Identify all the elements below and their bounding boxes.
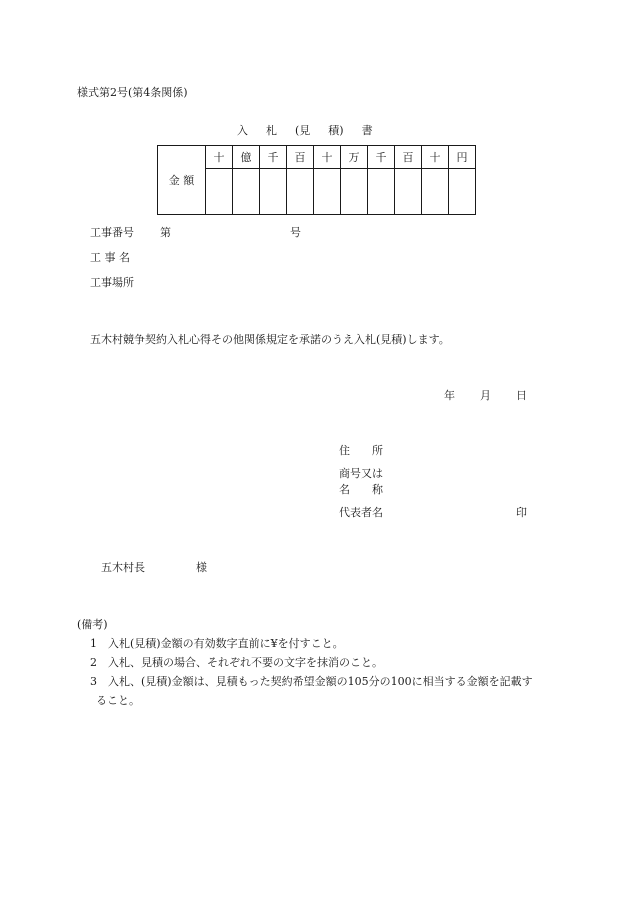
- date-day-label: 日: [516, 389, 527, 402]
- date-year-label: 年: [444, 389, 455, 402]
- amount-label: 金 額: [158, 146, 206, 215]
- note-item-continuation: ること。: [96, 694, 140, 707]
- digit-cell[interactable]: [287, 169, 314, 215]
- note-item: 2 入札、見積の場合、それぞれ不要の文字を抹消のこと。: [90, 656, 383, 669]
- unit-cell: 百: [287, 146, 314, 169]
- unit-cell: 億: [233, 146, 260, 169]
- construction-number-label: 工事番号: [90, 226, 134, 239]
- title-char: 積): [328, 124, 344, 137]
- bid-statement: 五木村競争契約入札心得その他関係規定を承諾のうえ入札(見積)します。: [90, 333, 450, 346]
- digit-cell[interactable]: [260, 169, 287, 215]
- construction-number-prefix: 第: [160, 226, 171, 239]
- unit-cell: 万: [341, 146, 368, 169]
- construction-place-label: 工事場所: [90, 276, 134, 289]
- trade-name-label-line2: 名 称: [339, 483, 383, 496]
- construction-number-suffix: 号: [290, 226, 301, 239]
- unit-cell: 百: [395, 146, 422, 169]
- form-number: 様式第2号(第4条関係): [77, 86, 188, 99]
- digit-cell[interactable]: [368, 169, 395, 215]
- amount-table: [157, 145, 476, 215]
- addressee-suffix: 様: [196, 561, 207, 574]
- addressee-name: 五木村長: [101, 561, 145, 574]
- digit-cell[interactable]: [395, 169, 422, 215]
- trade-name-label-line1: 商号又は: [339, 467, 383, 480]
- title-char: 書: [361, 124, 373, 137]
- digit-cell[interactable]: [314, 169, 341, 215]
- construction-name-label: 工 事 名: [90, 251, 130, 264]
- representative-label: 代表者名: [339, 506, 383, 519]
- note-item: 3 入札、(見積)金額は、見積もった契約希望金額の105分の100に相当する金額を記載す: [90, 675, 533, 688]
- title-char: (見: [295, 124, 311, 137]
- digit-cell[interactable]: [233, 169, 260, 215]
- title-char: 札: [266, 124, 277, 137]
- digit-cell[interactable]: [206, 169, 233, 215]
- document-title: [237, 124, 373, 138]
- unit-cell: 千: [368, 146, 395, 169]
- unit-cell: 千: [260, 146, 287, 169]
- title-char: 入: [237, 124, 248, 137]
- digit-cell[interactable]: [422, 169, 449, 215]
- date-month-label: 月: [480, 389, 491, 402]
- digit-cell[interactable]: [341, 169, 368, 215]
- unit-cell: 円: [449, 146, 476, 169]
- notes-title: (備考): [77, 618, 108, 631]
- unit-cell: 十: [206, 146, 233, 169]
- unit-cell: 十: [422, 146, 449, 169]
- note-item: 1 入札(見積)金額の有効数字直前に¥を付すこと。: [90, 637, 344, 650]
- digit-cell[interactable]: [449, 169, 476, 215]
- address-label: 住 所: [339, 444, 383, 457]
- seal-mark: 印: [516, 506, 527, 519]
- unit-cell: 十: [314, 146, 341, 169]
